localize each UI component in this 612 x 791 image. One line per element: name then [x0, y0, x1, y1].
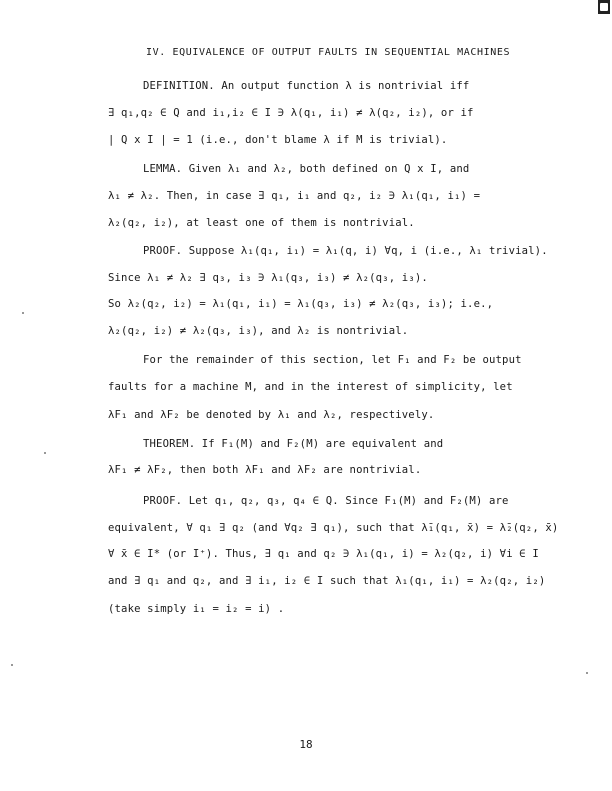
theorem-line: THEOREM. If F₁(M) and F₂(M) are equivalent and: [143, 438, 444, 450]
body-line: (take simply i₁ = i₂ = i) .: [108, 603, 285, 615]
corner-mark-icon: [598, 0, 610, 14]
body-line: faults for a machine M, and in the interest of simplicity, let: [108, 381, 513, 393]
body-line: Since λ₁ ≠ λ₂ ∃ q₃, i₃ ∋ λ₁(q₃, i₃) ≠ λ₂(q₃, i₃).: [108, 272, 428, 284]
body-line: λF₁ and λF₂ be denoted by λ₁ and λ₂, respectively.: [108, 409, 435, 421]
scan-speck: [22, 312, 24, 314]
body-line: equivalent, ∀ q₁ ∃ q₂ (and ∀q₂ ∃ q₁), such that λ̄₁(q₁, x̄) = λ̄₂(q₂, x̄): [108, 522, 559, 534]
body-line: | Q x I | = 1 (i.e., don't blame λ if M is trivial).: [108, 134, 448, 146]
scan-speck: [11, 664, 13, 666]
body-line: λ₂(q₂, i₂), at least one of them is nontrivial.: [108, 217, 415, 229]
scan-speck: [586, 672, 588, 674]
body-line: So λ₂(q₂, i₂) = λ₁(q₁, i₁) = λ₁(q₃, i₃) ≠ λ₂(q₃, i₃); i.e.,: [108, 298, 494, 310]
lemma-line: LEMMA. Given λ₁ and λ₂, both defined on Q x I, and: [143, 163, 470, 175]
section-heading: IV. EQUIVALENCE OF OUTPUT FAULTS IN SEQUENTIAL MACHINES: [146, 47, 511, 58]
proof-line: PROOF. Suppose λ₁(q₁, i₁) = λ₁(q, i) ∀q, i (i.e., λ₁ trivial).: [143, 245, 548, 257]
page-number: 18: [299, 738, 313, 751]
scan-speck: [44, 452, 46, 454]
body-line: and ∃ q₁ and q₂, and ∃ i₁, i₂ ∈ I such that λ₁(q₁, i₁) = λ₂(q₂, i₂): [108, 575, 546, 587]
body-line: ∀ x̄ ∈ I* (or I⁺). Thus, ∃ q₁ and q₂ ∋ λ₁(q₁, i) = λ₂(q₂, i) ∀i ∈ I: [108, 548, 539, 560]
definition-line: DEFINITION. An output function λ is nontrivial iff: [143, 80, 470, 92]
body-line: ∃ q₁,q₂ ∈ Q and i₁,i₂ ∈ I ∋ λ(q₁, i₁) ≠ λ(q₂, i₂), or if: [108, 107, 474, 119]
proof-line: PROOF. Let q₁, q₂, q₃, q₄ ∈ Q. Since F₁(M) and F₂(M) are: [143, 495, 509, 507]
body-line: For the remainder of this section, let F₁ and F₂ be output: [143, 354, 522, 366]
body-line: λ₁ ≠ λ₂. Then, in case ∃ q₁, i₁ and q₂, i₂ ∋ λ₁(q₁, i₁) =: [108, 190, 481, 202]
body-line: λ₂(q₂, i₂) ≠ λ₂(q₃, i₃), and λ₂ is nontrivial.: [108, 325, 409, 337]
body-line: λF₁ ≠ λF₂, then both λF₁ and λF₂ are nontrivial.: [108, 464, 422, 476]
